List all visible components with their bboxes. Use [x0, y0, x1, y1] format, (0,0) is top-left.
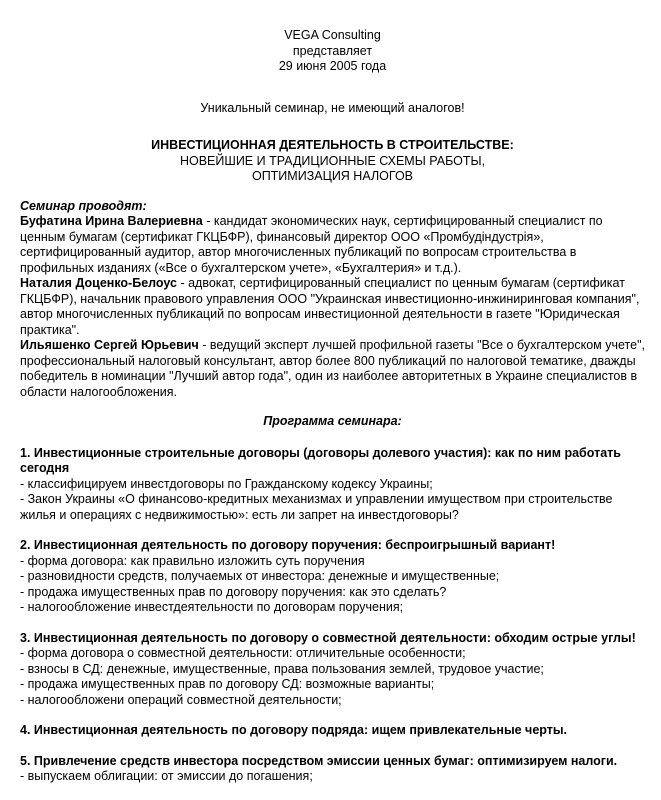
- speaker-1-name: Буфатина Ирина Валериевна: [20, 214, 203, 228]
- title-line-3: ОПТИМИЗАЦИЯ НАЛОГОВ: [251, 169, 414, 183]
- unique-line: Уникальный семинар, не имеющий аналогов!: [200, 100, 465, 115]
- speaker-2: [20, 276, 645, 338]
- list-item: - взносы в СД: денежные, имущественные, права пользования землей, трудовое участие;: [20, 661, 544, 676]
- title-line-1: ИНВЕСТИЦИОННАЯ ДЕЯТЕЛЬНОСТЬ В СТРОИТЕЛЬСТВЕ:: [151, 138, 514, 152]
- document-page: [20, 28, 645, 800]
- speaker-2-bio: - адвокат, сертифицированный специалист по ценным бумагам (сертификат ГКЦБФР), начальник правового управления ООО "Украинская инвестиционно-инжиниринговая компания", автор многочисленных публикаций по вопросам инвестиционной деятельности в газете "Юридическая практика".: [20, 276, 640, 337]
- list-item: - выпускаем облигации: от эмиссии до погашения;: [20, 769, 313, 783]
- speaker-2-name: Наталия Доценко-Белоус: [20, 276, 177, 290]
- program-sections: [20, 446, 645, 785]
- program-section-5: [20, 754, 645, 785]
- event-date: 29 июня 2005 года: [278, 59, 387, 73]
- speaker-3-name: Ильяшенко Сергей Юрьевич: [20, 338, 199, 352]
- presents-line: представляет: [292, 43, 373, 58]
- list-item: - продажа имущественных прав по договору поручения: как это сделать?: [20, 584, 447, 599]
- speaker-3-bio: - ведущий эксперт лучшей профильной газеты "Все о бухгалтерском учете", профессиональный налоговый консультант, автор более 800 публикаций по налоговой тематике, дважды победитель в номинации "Лучший автор года", один из наиболее авторитетных в Украине специалистов в области налогообложения.: [20, 338, 645, 399]
- list-item: - продажа имущественных прав по договору СД: возможные варианты;: [20, 677, 435, 691]
- list-item: - форма договора о совместной деятельности: отличительные особенности;: [20, 646, 466, 660]
- speaker-1-bio: - кандидат экономических наук, сертифицированный специалист по ценным бумагам (сертификат ГКЦБФР), финансовый директор ООО «Промбудіндустрія», сертифицированный аудитор, автор многочисленных публикаций по вопросам строительства в профильных изданиях («Все о бухгалтерском учете», «Бухгалтерия» и т.д.).: [20, 214, 603, 275]
- section-5-title: 5. Привлечение средств инвестора посредством эмиссии ценных бумаг: оптимизируем налоги.: [20, 753, 618, 768]
- program-section-1: [20, 446, 645, 524]
- section-2-title: 2. Инвестиционная деятельность по договору поручения: беспроигрышный вариант!: [20, 538, 556, 552]
- list-item: - классифицируем инвестдоговоры по Гражданскому кодексу Украины;: [20, 476, 433, 491]
- header-block: [20, 28, 645, 116]
- list-item: - налогообложение инвестдеятельности по договорам поручения;: [20, 600, 404, 614]
- section-1-title: 1. Инвестиционные строительные договоры (договоры долевого участия): как по ним работать сегодня: [20, 445, 621, 475]
- seminar-title: [20, 138, 645, 185]
- program-section-3: [20, 631, 645, 709]
- company-name: VEGA Consulting: [284, 28, 381, 42]
- list-item: - разновидности средств, получаемых от инвестора: денежные и имущественные;: [20, 569, 500, 583]
- speaker-3: [20, 338, 645, 400]
- section-3-title: 3. Инвестиционная деятельность по договору о совместной деятельности: обходим острые углы!: [20, 630, 636, 645]
- speakers-list: [20, 214, 645, 400]
- program-heading: Программа семинара:: [263, 414, 402, 428]
- list-item: - налогообложени операций совместной деятельности;: [20, 692, 342, 707]
- program-section-2: [20, 538, 645, 616]
- speakers-heading: Семинар проводят:: [20, 198, 147, 213]
- section-4-title: 4. Инвестиционная деятельность по договору подряда: ищем привлекательные черты.: [20, 723, 568, 737]
- program-section-4: [20, 723, 645, 739]
- speaker-1: [20, 214, 645, 276]
- list-item: - Закон Украины «О финансово-кредитных механизмах и управлении имуществом при строительстве жилья и операциях с недвижимостью»: есть ли запрет на инвестдоговоры?: [20, 492, 613, 522]
- list-item: - форма договора: как правильно изложить суть поручения: [20, 553, 365, 568]
- title-line-2: НОВЕЙШИЕ И ТРАДИЦИОННЫЕ СХЕМЫ РАБОТЫ,: [179, 153, 486, 168]
